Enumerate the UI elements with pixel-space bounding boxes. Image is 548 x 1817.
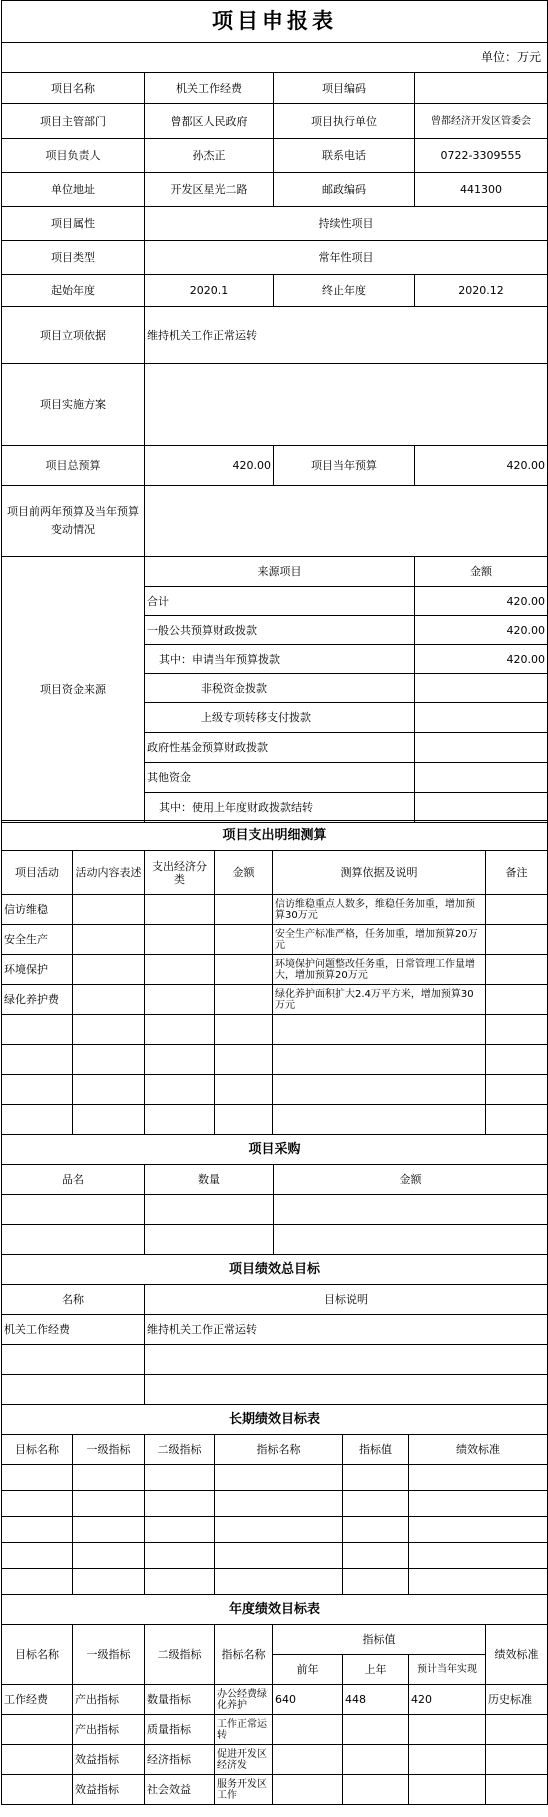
performance-total-table xyxy=(1,1254,548,1405)
table-row xyxy=(2,1715,548,1745)
page-title: 项目申报表 xyxy=(2,1,548,43)
start-year-value: 2020.1 xyxy=(145,275,274,307)
annual-indicator: 办公经费绿化养护 xyxy=(215,1685,273,1715)
annual-v3 xyxy=(409,1745,486,1775)
table-row xyxy=(2,955,548,985)
annual-header: 指标值 xyxy=(273,1625,486,1655)
address-value: 开发区星光二路 xyxy=(145,173,274,207)
phone-label: 联系电话 xyxy=(274,139,415,173)
long-term-table xyxy=(1,1404,548,1595)
annual-header: 绩效标准 xyxy=(486,1625,548,1685)
annual-v2: 448 xyxy=(343,1685,409,1715)
table-row xyxy=(2,1465,548,1491)
table-row xyxy=(2,1105,548,1135)
long-term-header: 指标名称 xyxy=(215,1435,343,1465)
funding-row-name: 其中：申请当年预算拨款 xyxy=(145,645,415,674)
annual-v1 xyxy=(273,1775,343,1805)
table-row xyxy=(2,1045,548,1075)
expense-header: 测算依据及说明 xyxy=(273,851,486,895)
annual-title: 年度绩效目标表 xyxy=(2,1595,548,1625)
performance-total-title: 项目绩效总目标 xyxy=(2,1255,548,1285)
procurement-header: 金额 xyxy=(274,1165,548,1195)
expense-basis: 信访维稳重点人数多，维稳任务加重，增加预算30万元 xyxy=(273,895,486,925)
funding-row-name: 其中：使用上年度财政拨款结转 xyxy=(145,793,415,823)
long-term-header: 二级指标 xyxy=(145,1435,215,1465)
annual-target xyxy=(2,1775,73,1805)
budget-change-label: 项目前两年预算及当年预算变动情况 xyxy=(2,486,145,557)
year-budget-label: 项目当年预算 xyxy=(274,446,415,486)
performance-target-desc: 维持机关工作正常运转 xyxy=(145,1315,548,1345)
performance-total-header: 目标说明 xyxy=(145,1285,548,1315)
owner-value: 孙杰正 xyxy=(145,139,274,173)
end-year-value: 2020.12 xyxy=(415,275,548,307)
expense-activity: 安全生产 xyxy=(2,925,73,955)
procurement-header: 数量 xyxy=(145,1165,274,1195)
procurement-header: 品名 xyxy=(2,1165,145,1195)
annual-indicator: 促进开发区经济发 xyxy=(215,1745,273,1775)
procurement-table xyxy=(1,1134,548,1255)
total-budget-label: 项目总预算 xyxy=(2,446,145,486)
annual-header: 一级指标 xyxy=(73,1625,145,1685)
start-year-label: 起始年度 xyxy=(2,275,145,307)
zip-label: 邮政编码 xyxy=(274,173,415,207)
annual-l2: 社会效益 xyxy=(145,1775,215,1805)
annual-target: 工作经费 xyxy=(2,1685,73,1715)
annual-l2: 质量指标 xyxy=(145,1715,215,1745)
table-row xyxy=(2,895,548,925)
annual-indicator: 工作正常运转 xyxy=(215,1715,273,1745)
expense-header: 项目活动 xyxy=(2,851,73,895)
annual-target xyxy=(2,1715,73,1745)
annual-v2 xyxy=(343,1775,409,1805)
table-row xyxy=(2,1315,548,1345)
expense-basis: 绿化养护面积扩大2.4万平方米，增加预算30万元 xyxy=(273,985,486,1015)
end-year-label: 终止年度 xyxy=(274,275,415,307)
total-budget-value: 420.00 xyxy=(145,446,274,486)
attribute-value: 持续性项目 xyxy=(145,207,548,241)
basis-label: 项目立项依据 xyxy=(2,307,145,364)
table-row xyxy=(2,925,548,955)
annual-subheader: 上年 xyxy=(343,1655,409,1685)
annual-v1 xyxy=(273,1715,343,1745)
expense-header: 活动内容表述 xyxy=(73,851,145,895)
project-name-value: 机关工作经费 xyxy=(145,73,274,104)
funding-row-amount xyxy=(415,763,548,793)
funding-row-name: 非税资金拨款 xyxy=(145,674,415,703)
funding-row-amount xyxy=(415,674,548,703)
expense-basis: 安全生产标准严格，任务加重，增加预算20万元 xyxy=(273,925,486,955)
table-row xyxy=(2,1345,548,1375)
dept-value: 曾都区人民政府 xyxy=(145,104,274,139)
annual-l1: 产出指标 xyxy=(73,1685,145,1715)
expense-header: 支出经济分类 xyxy=(145,851,215,895)
long-term-header: 一级指标 xyxy=(73,1435,145,1465)
expense-activity: 环境保护 xyxy=(2,955,73,985)
annual-l2: 数量指标 xyxy=(145,1685,215,1715)
plan-value xyxy=(145,364,548,446)
long-term-header: 指标值 xyxy=(343,1435,409,1465)
project-code-label: 项目编码 xyxy=(274,73,415,104)
attribute-label: 项目属性 xyxy=(2,207,145,241)
annual-l2: 经济指标 xyxy=(145,1745,215,1775)
year-budget-value: 420.00 xyxy=(415,446,548,486)
funding-row-name: 政府性基金预算财政拨款 xyxy=(145,733,415,763)
expense-table xyxy=(1,820,548,1135)
funding-source-label: 项目资金来源 xyxy=(2,557,145,823)
exec-unit-label: 项目执行单位 xyxy=(274,104,415,139)
funding-col-source: 来源项目 xyxy=(145,557,415,587)
long-term-header: 绩效标准 xyxy=(409,1435,548,1465)
annual-v2 xyxy=(343,1715,409,1745)
funding-row-name: 合计 xyxy=(145,587,415,616)
table-row xyxy=(2,1375,548,1405)
table-row xyxy=(2,1775,548,1805)
annual-v2 xyxy=(343,1745,409,1775)
owner-label: 项目负责人 xyxy=(2,139,145,173)
funding-row-amount: 420.00 xyxy=(415,645,548,674)
table-row xyxy=(2,1543,548,1569)
annual-v3 xyxy=(409,1715,486,1745)
funding-row-amount: 420.00 xyxy=(415,587,548,616)
expense-basis: 环境保护问题整改任务重，日常管理工作量增大，增加预算20万元 xyxy=(273,955,486,985)
annual-v3: 420 xyxy=(409,1685,486,1715)
annual-l1: 效益指标 xyxy=(73,1775,145,1805)
annual-target xyxy=(2,1745,73,1775)
annual-indicator: 服务开发区工作 xyxy=(215,1775,273,1805)
expense-activity: 信访维稳 xyxy=(2,895,73,925)
basis-value: 维持机关工作正常运转 xyxy=(145,307,548,364)
table-row xyxy=(2,1517,548,1543)
annual-header: 二级指标 xyxy=(145,1625,215,1685)
performance-target-name: 机关工作经费 xyxy=(2,1315,145,1345)
annual-table xyxy=(1,1594,548,1805)
project-name-label: 项目名称 xyxy=(2,73,145,104)
funding-row-amount xyxy=(415,703,548,733)
annual-header: 指标名称 xyxy=(215,1625,273,1685)
plan-label: 项目实施方案 xyxy=(2,364,145,446)
table-row xyxy=(2,1015,548,1045)
funding-row-amount: 420.00 xyxy=(415,616,548,645)
funding-row-name: 一般公共预算财政拨款 xyxy=(145,616,415,645)
table-row xyxy=(2,1075,548,1105)
performance-total-header: 名称 xyxy=(2,1285,145,1315)
annual-header: 目标名称 xyxy=(2,1625,73,1685)
phone-value: 0722-3309555 xyxy=(415,139,548,173)
funding-row-amount xyxy=(415,793,548,823)
annual-standard xyxy=(486,1775,548,1805)
annual-l1: 效益指标 xyxy=(73,1745,145,1775)
annual-standard xyxy=(486,1715,548,1745)
funding-col-amount: 金额 xyxy=(415,557,548,587)
table-row xyxy=(2,1225,548,1255)
long-term-header: 目标名称 xyxy=(2,1435,73,1465)
table-row xyxy=(2,1491,548,1517)
annual-subheader: 预计当年实现 xyxy=(409,1655,486,1685)
table-row xyxy=(2,1745,548,1775)
unit-label: 单位：万元 xyxy=(2,43,548,73)
table-row xyxy=(2,1685,548,1715)
annual-v1: 640 xyxy=(273,1685,343,1715)
annual-subheader: 前年 xyxy=(273,1655,343,1685)
funding-row-name: 其他资金 xyxy=(145,763,415,793)
zip-value: 441300 xyxy=(415,173,548,207)
long-term-title: 长期绩效目标表 xyxy=(2,1405,548,1435)
table-row xyxy=(2,1569,548,1595)
budget-change-value xyxy=(145,486,548,557)
expense-title: 项目支出明细测算 xyxy=(2,821,548,851)
expense-header: 备注 xyxy=(486,851,548,895)
annual-standard: 历史标准 xyxy=(486,1685,548,1715)
funding-row-name: 上级专项转移支付拨款 xyxy=(145,703,415,733)
annual-v3 xyxy=(409,1775,486,1805)
exec-unit-value: 曾都经济开发区管委会 xyxy=(415,104,548,139)
table-row xyxy=(2,985,548,1015)
procurement-title: 项目采购 xyxy=(2,1135,548,1165)
type-label: 项目类型 xyxy=(2,241,145,275)
annual-standard xyxy=(486,1745,548,1775)
funding-row-amount xyxy=(415,733,548,763)
project-code-value xyxy=(415,73,548,104)
annual-v1 xyxy=(273,1745,343,1775)
dept-label: 项目主管部门 xyxy=(2,104,145,139)
expense-activity: 绿化养护费 xyxy=(2,985,73,1015)
address-label: 单位地址 xyxy=(2,173,145,207)
annual-l1: 产出指标 xyxy=(73,1715,145,1745)
type-value: 常年性项目 xyxy=(145,241,548,275)
expense-header: 金额 xyxy=(215,851,273,895)
project-info-table xyxy=(1,0,548,823)
table-row xyxy=(2,1195,548,1225)
